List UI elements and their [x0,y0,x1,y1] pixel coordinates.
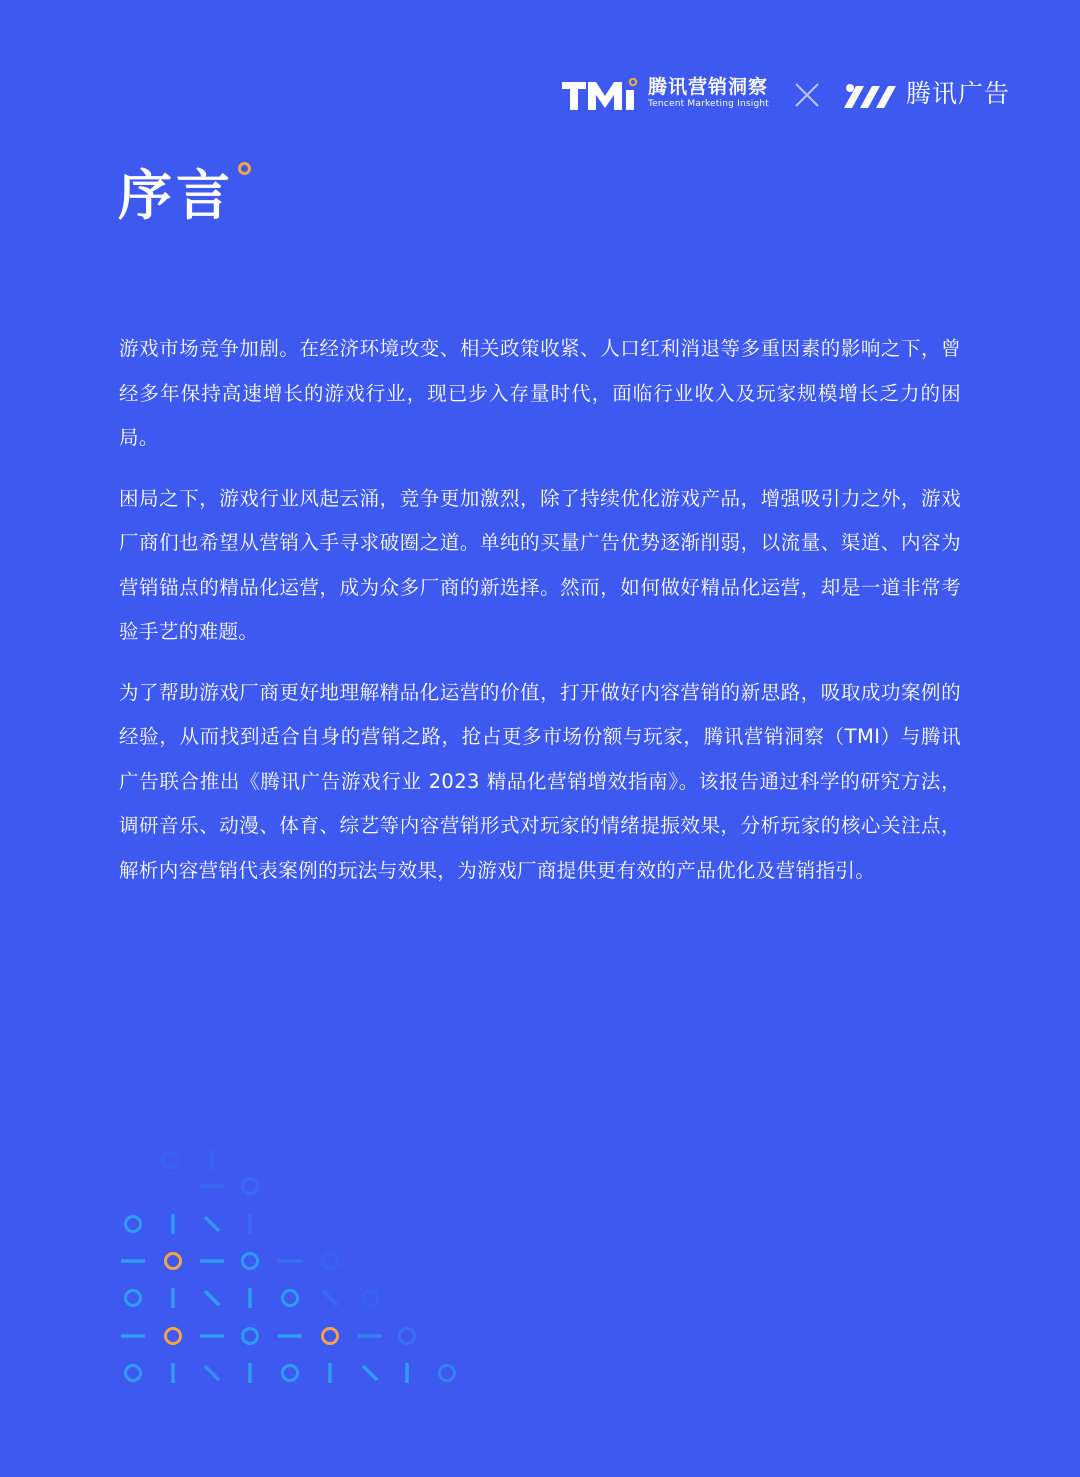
pattern-circle-icon [323,1254,338,1269]
header-logos [562,68,1012,122]
pattern-circle-icon [283,1291,298,1306]
pattern-circle-icon [166,1254,181,1269]
pattern-diagonal-bar-icon [363,1366,377,1380]
tencent-ads-logo-icon [842,80,898,110]
pattern-circle-icon [243,1179,258,1194]
pattern-diagonal-bar-icon [205,1217,219,1231]
pattern-circle-icon [283,1366,298,1381]
tmi-name-cn: 腾讯营销洞察 [648,76,769,98]
pattern-circle-icon [126,1291,141,1306]
page-title: 序言 [118,164,234,227]
pattern-circle-icon [243,1329,258,1344]
tencent-ads-name: 腾讯广告 [906,79,1011,108]
tmi-name-en: Tencent Marketing Insight [648,99,769,109]
paragraph-1: 游戏市场竞争加剧。在经济环境改变、相关政策收紧、人口红利消退等多重因素的影响之下，曾经多年保持高速增长的游戏行业，现已步入存量时代，面临行业收入及玩家规模增长乏力的困局。 [119,337,961,449]
title-accent-dot-icon [238,162,251,175]
decorative-pattern [0,1140,480,1420]
tmi-logo-icon [562,78,642,114]
pattern-circle-icon [440,1366,455,1381]
pattern-circle-icon [166,1329,181,1344]
pattern-diagonal-bar-icon [205,1366,219,1380]
pattern-circle-icon [126,1366,141,1381]
pattern-circle-icon [163,1153,178,1168]
times-icon [794,82,820,108]
preface-body [119,327,961,909]
pattern-circle-icon [243,1254,258,1269]
pattern-circle-icon [400,1329,415,1344]
paragraph-3: 为了帮助游戏厂商更好地理解精品化运营的价值，打开做好内容营销的新思路，吸取成功案例的经验，从而找到适合自身的营销之路，抢占更多市场份额与玩家，腾讯营销洞察（TMI）与腾讯广告联合推出《腾讯广告游戏行业 2023 精品化营销增效指南》。该报告通过科学的研究方法，调研音乐、动漫、体育、综艺等内容营销形式对玩家的情绪提振效果，分析玩家的核心关注点，解析内容营销代表案例的玩法与效果，为游戏厂商提供更有效的产品优化及营销指引。 [119,680,961,882]
pattern-circle-icon [126,1217,141,1232]
pattern-circle-icon [323,1329,338,1344]
pattern-diagonal-bar-icon [205,1291,219,1305]
pattern-circle-icon [363,1291,378,1306]
pattern-diagonal-bar-icon [323,1291,337,1305]
paragraph-2: 困局之下，游戏行业风起云涌，竞争更加激烈，除了持续优化游戏产品，增强吸引力之外，游戏厂商们也希望从营销入手寻求破圈之道。单纯的买量广告优势逐渐削弱，以流量、渠道、内容为营销锚点的精品化运营，成为众多厂商的新选择。然而，如何做好精品化运营，却是一道非常考验手艺的难题。 [119,486,961,643]
